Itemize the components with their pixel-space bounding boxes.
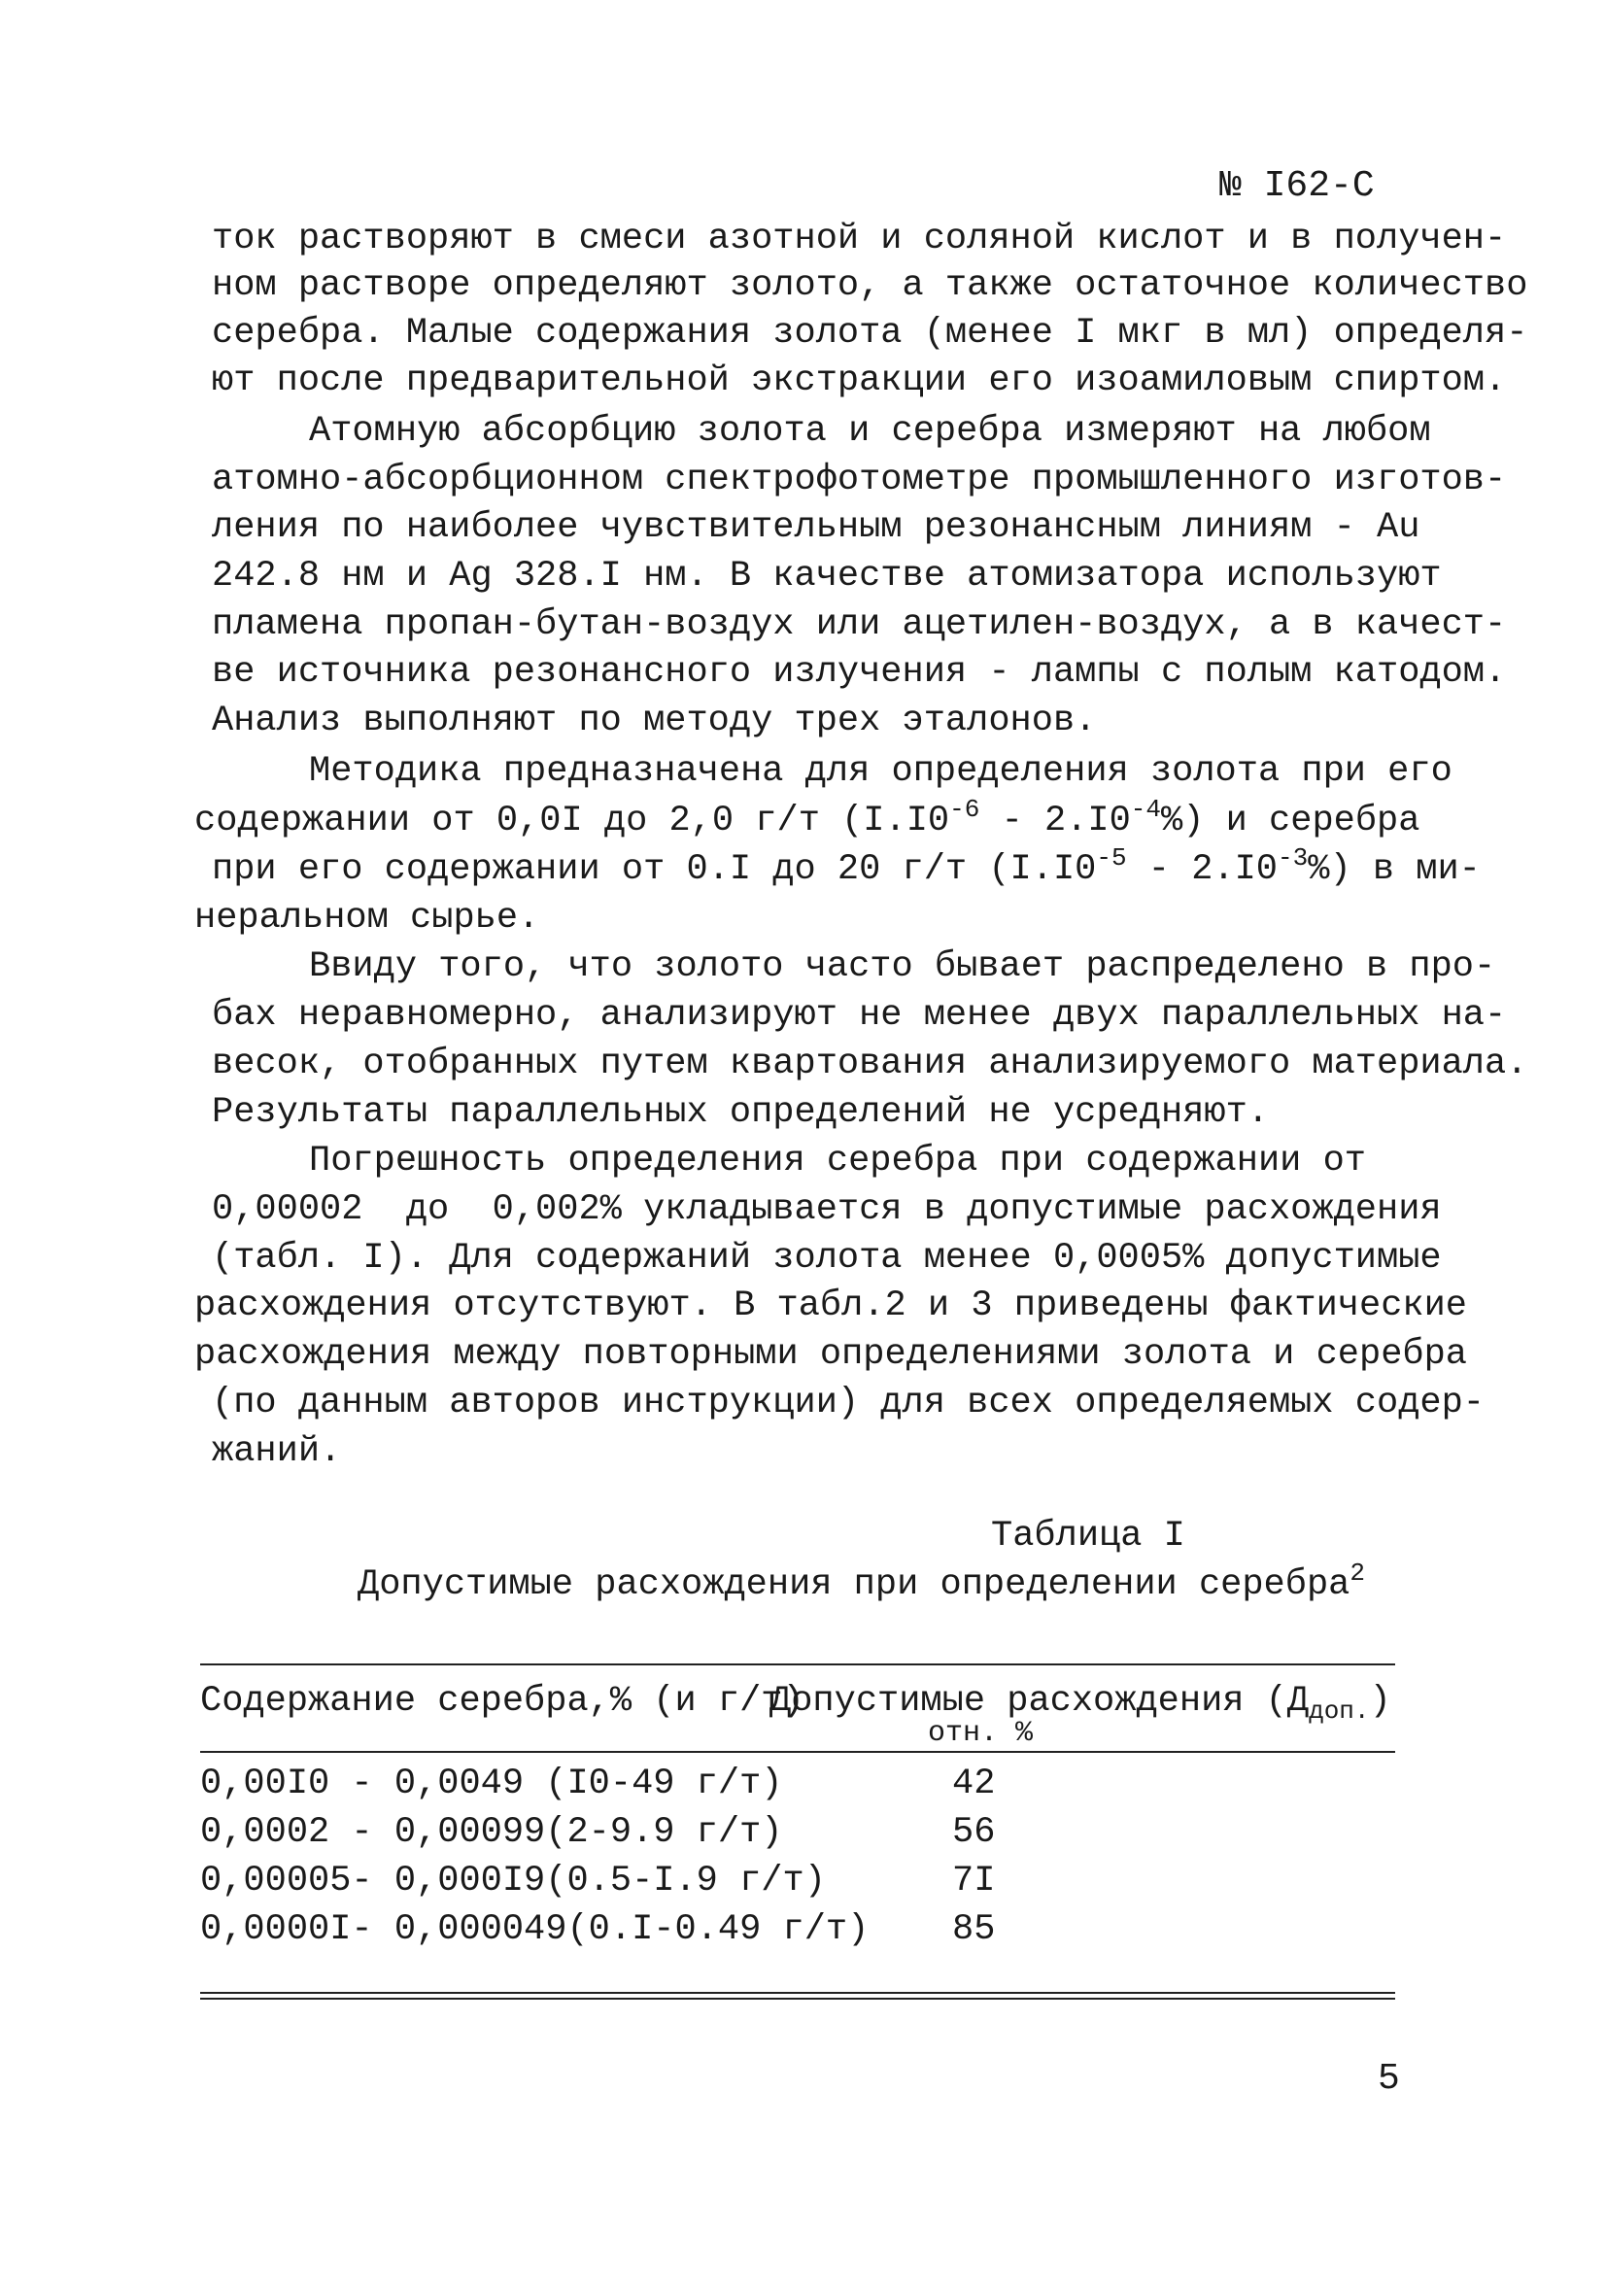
- paragraph-5-line-5: расхождения между повторными определениями золота и серебра: [194, 1334, 1468, 1375]
- paragraph-5-line-2: 0,00002 до 0,002% укладывается в допустимые расхождения: [212, 1189, 1442, 1230]
- table-bottom-rule: [200, 1992, 1395, 2000]
- table-row-1-range: 0,00I0 - 0,0049 (I0-49 г/т): [200, 1764, 783, 1804]
- paragraph-1-line-4: ют после предварительной экстракции его изоамиловым спиртом.: [212, 360, 1507, 401]
- paragraph-5-line-6: (по данным авторов инструкции) для всех определяемых содер-: [212, 1383, 1486, 1423]
- paragraph-5-line-7: жаний.: [212, 1431, 342, 1472]
- page-number: 5: [1378, 2058, 1400, 2100]
- paragraph-4-line-4: Результаты параллельных определений не усредняют.: [212, 1092, 1269, 1133]
- paragraph-3-line-4: неральном сырье.: [194, 898, 540, 939]
- paragraph-4-line-3: весок, отобранных путем квартования анализируемого материала.: [212, 1044, 1528, 1084]
- table-header-tolerance: Допустимые расхождения $(Д_{доп.})$: [769, 1681, 1391, 1726]
- paragraph-2-line-2: атомно-абсорбционном спектрофотометре промышленного изготов-: [212, 460, 1507, 500]
- paragraph-5-line-1: Погрешность определения серебра при содержании от: [309, 1141, 1366, 1182]
- paragraph-2-line-7: Анализ выполняют по методу трех эталонов.: [212, 701, 1097, 741]
- table-row-1-value: 42: [952, 1764, 996, 1804]
- table-header-unit: отн. %: [928, 1717, 1034, 1750]
- paragraph-2-line-4: 242.8 нм и Ag 328.I нм. В качестве атомизатора используют: [212, 556, 1442, 597]
- paragraph-1-line-3: серебра. Малые содержания золота (менее I мкг в мл) определя-: [212, 313, 1528, 354]
- paragraph-4-line-2: бах неравномерно, анализируют не менее двух параллельных на-: [212, 995, 1507, 1036]
- table-header-rule: [200, 1751, 1395, 1753]
- table-row-2-range: 0,0002 - 0,00099(2-9.9 г/т): [200, 1812, 783, 1853]
- paragraph-1-line-2: ном растворе определяют золото, а также остаточное количество: [212, 265, 1528, 306]
- table-row-3-value: 7I: [952, 1861, 996, 1902]
- paragraph-2-line-5: пламена пропан-бутан-воздух или ацетилен-воздух, а в качест-: [212, 604, 1507, 645]
- paragraph-2-line-1: Атомную абсорбцию золота и серебра измеряют на любом: [309, 411, 1431, 452]
- paragraph-2-line-3: ления по наиболее чувствительным резонансным линиям - Au: [212, 507, 1420, 548]
- paragraph-3-line-2: содержании от 0,0I до 2,0 г/т $(I.I0^{-6} - 2.I0^{-4}\%)$ и серебра: [194, 795, 1420, 841]
- paragraph-1-line-1: ток растворяют в смеси азотной и соляной кислот и в получен-: [212, 219, 1507, 259]
- paragraph-3-line-1: Методика предназначена для определения золота при его: [309, 751, 1452, 792]
- table-row-2-value: 56: [952, 1812, 996, 1853]
- table-row-3-range: 0,00005- 0,000I9(0.5-I.9 г/т): [200, 1861, 826, 1902]
- table-label: Таблица I: [991, 1516, 1185, 1557]
- document-number: № I62-С: [1219, 165, 1375, 207]
- paragraph-5-line-4: расхождения отсутствуют. В табл.2 и 3 приведены фактические: [194, 1285, 1468, 1326]
- table-row-4-value: 85: [952, 1909, 996, 1950]
- table-top-rule: [200, 1663, 1395, 1665]
- table-header-content: Содержание серебра,% (и г/т): [200, 1681, 804, 1722]
- paragraph-3-line-3: при его содержании от 0.I до 20 г/т $(I.I0^{-5} - 2.I0^{-3}\%)$ в ми-: [212, 843, 1481, 890]
- paragraph-4-line-1: Ввиду того, что золото часто бывает распределено в про-: [309, 946, 1496, 987]
- table-row-4-range: 0,0000I- 0,000049(0.I-0.49 г/т): [200, 1909, 870, 1950]
- table-title: Допустимые расхождения при определении серебра$^2$: [358, 1559, 1365, 1605]
- paragraph-2-line-6: ве источника резонансного излучения - лампы с полым катодом.: [212, 652, 1507, 693]
- paragraph-5-line-3: (табл. I). Для содержаний золота менее 0,0005% допустимые: [212, 1238, 1442, 1279]
